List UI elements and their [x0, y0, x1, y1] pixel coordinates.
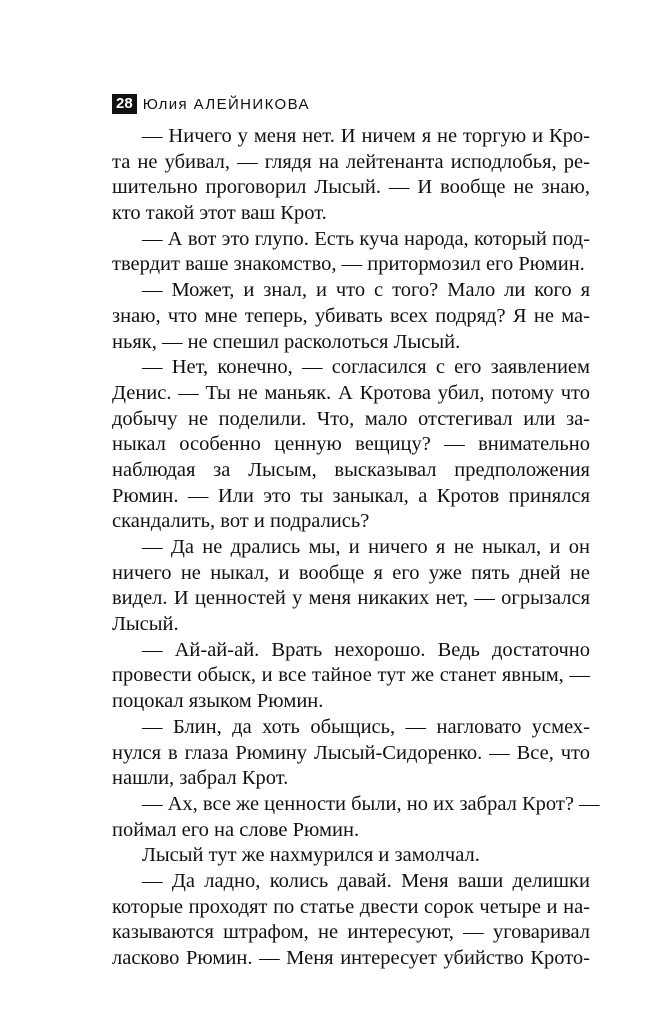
text-line: нашли, забрал Крот.	[112, 767, 289, 790]
body-text	[112, 124, 600, 972]
text-line: Лысый.	[112, 613, 179, 636]
text-line: ньяк, — не спешил расколоться Лысый.	[112, 330, 461, 353]
text-line: видел. И ценностей у меня никаких нет, — огрызался	[112, 587, 590, 610]
text-line: которые проходят по статье двести сорок четыре и на-	[112, 895, 590, 918]
text-line: — Нет, конечно, — согласился с его заявлением	[142, 356, 590, 379]
text-line: — Да не дрались мы, и ничего я не ныкал, и он	[142, 536, 590, 558]
text-line: ласково Рюмин. — Меня интересует убийство Крото-	[112, 947, 590, 969]
text-line: ныкал особенно ценную вещицу? — внимательно	[112, 433, 590, 456]
text-line: — Ничего у меня нет. И ничем я не торгую и Кро-	[142, 125, 590, 147]
page-header	[112, 92, 310, 116]
text-line: кто такой этот ваш Крот.	[112, 202, 327, 225]
text-line: ничего не ныкал, и вообще я его уже пять дней не	[112, 561, 590, 584]
text-line: Рюмин. — Или это ты заныкал, а Кротов принялся	[112, 484, 590, 507]
text-line: добычу не поделили. Что, мало отстегивал или за-	[112, 407, 590, 430]
text-line: — Ай-ай-ай. Врать нехорошо. Ведь достаточно	[142, 638, 590, 661]
text-line: твердит ваше знакомство, — притормозил его Рюмин.	[112, 253, 585, 276]
text-line: знаю, что мне теперь, убивать всех подряд? Я не ма-	[112, 304, 590, 327]
text-line: та не убивал, — глядя на лейтенанта исподлобья, ре-	[112, 150, 590, 173]
text-line: поймал его на слове Рюмин.	[112, 818, 360, 841]
text-line: поцокал языком Рюмин.	[112, 690, 324, 713]
text-line: — А вот это глупо. Есть куча народа, который под-	[142, 227, 590, 250]
text-line: — Ах, все же ценности были, но их забрал Крот? —	[142, 792, 600, 815]
page-number: 28	[112, 94, 137, 114]
text-line: Лысый тут же нахмурился и замолчал.	[142, 844, 480, 867]
text-line: Денис. — Ты не маньяк. А Кротова убил, потому что	[112, 381, 590, 404]
text-line: — Блин, да хоть обыщись, — нагловато усмех-	[142, 715, 590, 738]
text-line: шительно проговорил Лысый. — И вообще не знаю,	[112, 176, 590, 199]
running-head: Юлия АЛЕЙНИКОВА	[142, 95, 310, 113]
text-line: — Да ладно, колись давай. Меня ваши делишки	[142, 869, 590, 892]
text-line: наблюдая за Лысым, высказывал предположения	[112, 458, 590, 481]
text-line: скандалить, вот и подрались?	[112, 510, 370, 533]
text-line: — Может, и знал, и что с того? Мало ли кого я	[142, 279, 590, 302]
text-line: нулся в глаза Рюмину Лысый-Сидоренко. — Все, что	[112, 741, 590, 764]
text-line: казываются штрафом, не интересуют, — уговаривал	[112, 921, 590, 944]
text-line: провести обыск, и все тайное тут же станет явным, —	[112, 664, 590, 687]
